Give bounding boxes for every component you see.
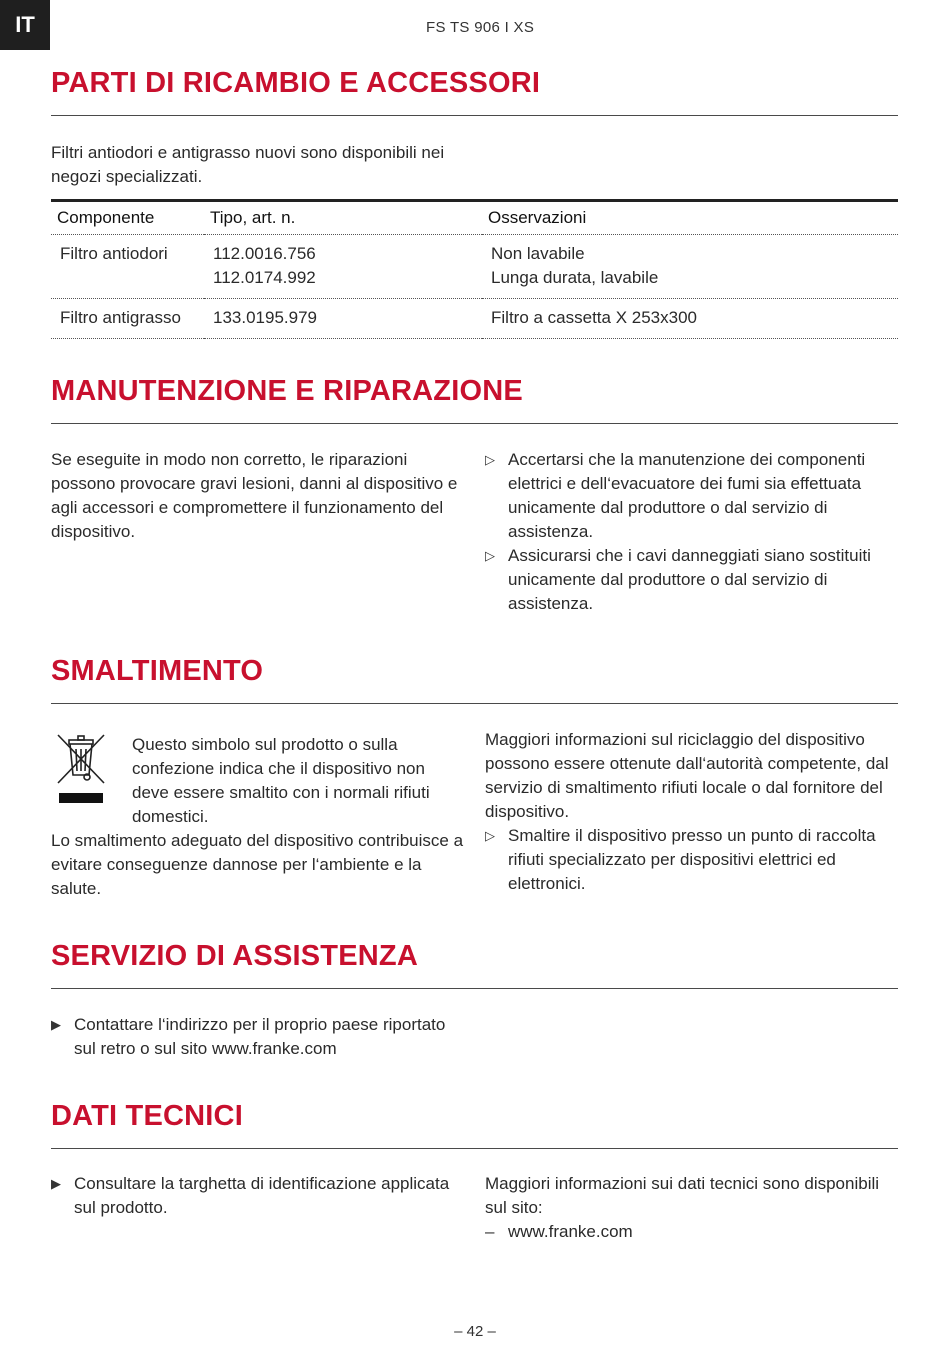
service-bullet-list [51, 1013, 471, 1061]
article-number: 112.0016.756 [213, 244, 316, 263]
recycling-info-text: Maggiori informazioni sul riciclaggio del dispositivo possono essere ottenute dall‘autorità competente, dal servizio di smaltimento rifiuti locale o dal fornitore del dispositivo. [485, 730, 889, 821]
list-item-text: Contattare l‘indirizzo per il proprio paese riportato sul retro o sul sito www.franke.com [74, 1015, 446, 1058]
table-cell-type: 133.0195.979 [204, 299, 482, 339]
column-header-notes: Osservazioni [482, 201, 898, 235]
section-title-spare-parts: PARTI DI RICAMBIO E ACCESSORI [51, 67, 541, 99]
filled-triangle-icon: ▶ [51, 1017, 61, 1032]
document-code: FS TS 906 I XS [426, 19, 535, 36]
disposal-symbol-description: Questo simbolo sul prodotto o sulla confezione indica che il dispositivo non deve essere smaltito con i normali rifiuti domestici. [132, 735, 430, 826]
page-number: – 42 – [454, 1323, 496, 1340]
table-cell-component: Filtro antigrasso [51, 299, 204, 339]
section-title-maintenance: MANUTENZIONE E RIPARAZIONE [51, 375, 523, 407]
table-header-row [51, 201, 898, 235]
table-row [51, 235, 898, 299]
table-cell-notes: Filtro a cassetta X 253x300 [482, 299, 898, 339]
outline-triangle-icon: ▷ [485, 548, 495, 563]
dash-marker: – [485, 1222, 495, 1241]
list-item [485, 544, 898, 616]
section-divider [51, 423, 898, 424]
disposal-environment-text: Lo smaltimento adeguato del dispositivo contribuisce a evitare conseguenze dannose per l‘ambiente e la salute. [51, 831, 464, 898]
maintenance-bullet-list [485, 448, 898, 616]
note-text: Lunga durata, lavabile [491, 268, 659, 287]
list-item [51, 1172, 471, 1220]
section-title-disposal: SMALTIMENTO [51, 655, 264, 687]
column-header-component: Componente [51, 201, 204, 235]
article-number: 112.0174.992 [213, 268, 316, 287]
technical-link-list [485, 1220, 898, 1244]
filled-triangle-icon: ▶ [51, 1176, 61, 1191]
crossed-out-wheelie-bin-icon [55, 733, 111, 805]
list-item [485, 1220, 898, 1244]
spare-parts-table [51, 199, 898, 339]
list-item-text: Consultare la targhetta di identificazione applicata sul prodotto. [74, 1174, 450, 1217]
column-header-type: Tipo, art. n. [204, 201, 482, 235]
section-divider [51, 703, 898, 704]
list-item [485, 448, 898, 544]
section-title-service: SERVIZIO DI ASSISTENZA [51, 940, 418, 972]
language-badge: IT [0, 0, 50, 50]
maintenance-warning-text: Se eseguite in modo non corretto, le riparazioni possono provocare gravi lesioni, danni al dispositivo e agli accessori e compromettere il funzionamento del dispositivo. [51, 450, 458, 541]
section-divider [51, 115, 898, 116]
list-item-text: Smaltire il dispositivo presso un punto di raccolta rifiuti specializzato per dispositivi elettrici ed elettronici. [508, 826, 876, 893]
disposal-bullet-list [485, 824, 898, 896]
note-text: Non lavabile [491, 244, 585, 263]
technical-info-text: Maggiori informazioni sui dati tecnici sono disponibili sul sito: [485, 1174, 880, 1217]
section-divider [51, 988, 898, 989]
list-item-text: Accertarsi che la manutenzione dei componenti elettrici e dell‘evacuatore dei fumi sia effettuata unicamente dal produttore o dal servizio di assistenza. [508, 450, 866, 541]
list-item [485, 824, 898, 896]
list-item-text: Assicurarsi che i cavi danneggiati siano sostituiti unicamente dal produttore o dal servizio di assistenza. [508, 546, 871, 613]
outline-triangle-icon: ▷ [485, 828, 495, 843]
website-link[interactable]: www.franke.com [508, 1222, 633, 1241]
list-item [51, 1013, 471, 1061]
table-cell-type [204, 235, 482, 299]
technical-bullet-list [51, 1172, 471, 1220]
outline-triangle-icon: ▷ [485, 452, 495, 467]
table-row [51, 299, 898, 339]
section-title-technical-data: DATI TECNICI [51, 1100, 243, 1132]
table-cell-notes [482, 235, 898, 299]
table-cell-component: Filtro antiodori [51, 235, 204, 299]
section-divider [51, 1148, 898, 1149]
spare-parts-intro: Filtri antiodori e antigrasso nuovi sono disponibili nei negozi specializzati. [51, 143, 445, 186]
